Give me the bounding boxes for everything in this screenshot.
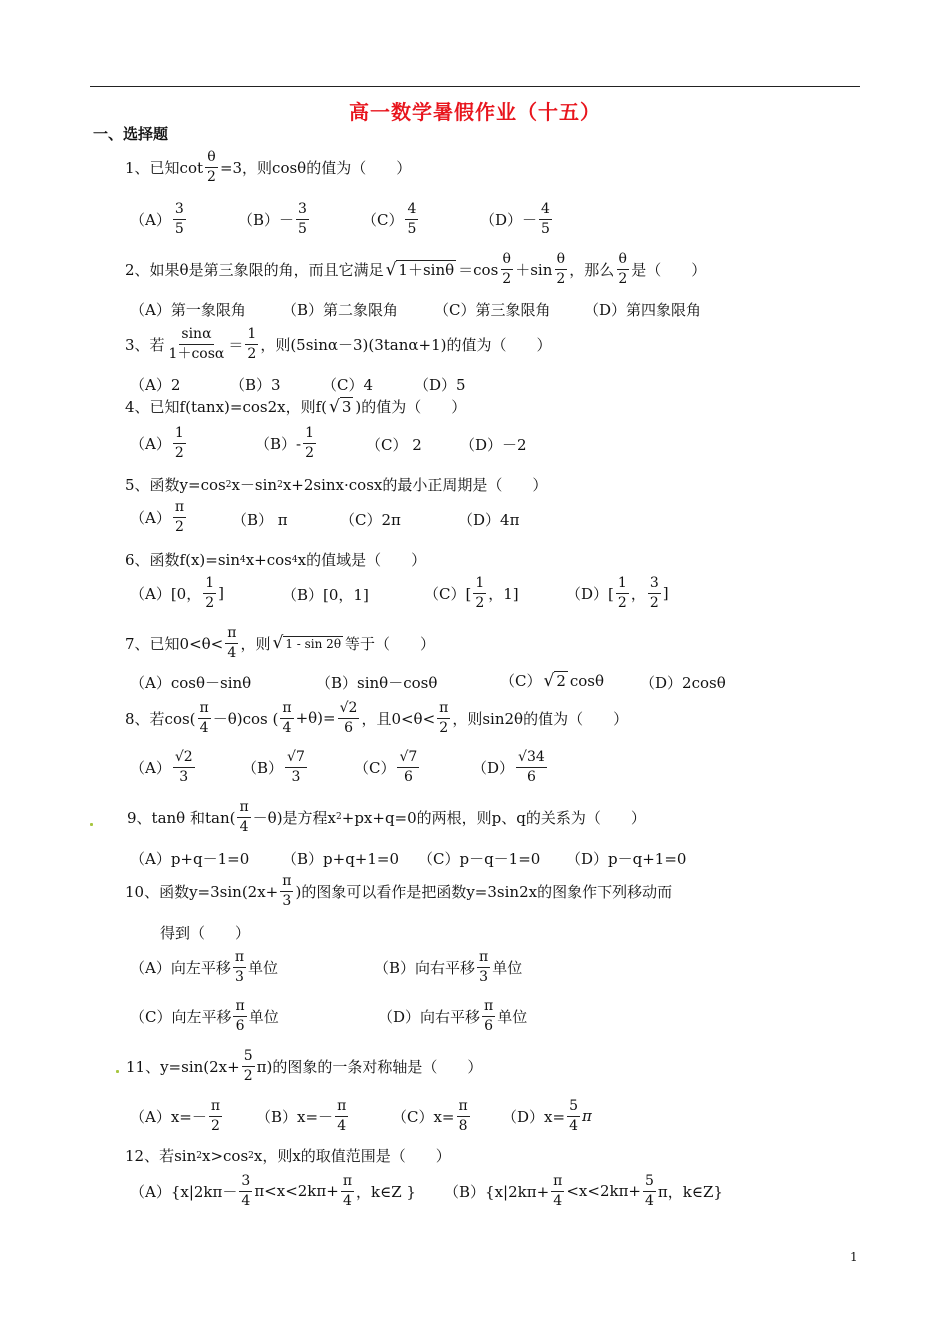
question-8: 8、若cos( $\frac{\pi}{4}$ －θ)cos ( $\frac{\pi}{4}$ +θ)= $\frac{√2}{6}$ ，且0<θ< $\frac{\pi}{2}$ ，则sin2θ的值为（ ） xyxy=(125,700,629,736)
q9-option-d: （D）p－q+1=0 xyxy=(566,850,687,868)
question-3: 3、若 $\frac{\sin\alpha}{1+\cos\alpha}$ ＝ $\frac{1}{2}$ ，则(5sinα－3)(3tanα+1)的值为（ ） xyxy=(125,326,552,362)
question-9: 9、tanθ 和tan( $\frac{\pi}{4}$ －θ)是方程x 2 +px+q=0的两根，则p、q的关系为（ ） xyxy=(127,799,646,835)
q11-option-b: （B）x=－ $\frac{\pi}{4}$ xyxy=(256,1098,347,1134)
q2-option-d: （D）第四象限角 xyxy=(584,301,702,319)
q10-option-c: （C）向左平移 $\frac{\pi}{6}$ 单位 xyxy=(130,998,279,1034)
q9-option-a: （A）p+q－1=0 xyxy=(130,850,250,868)
q8-option-a: （A） $\frac{√2}{3}$ xyxy=(130,749,193,785)
q10-option-d: （D）向右平移 $\frac{\pi}{6}$ 单位 xyxy=(378,998,528,1034)
question-7: 7、已知0<θ< $\frac{\pi}{4}$ ，则 √ 1 - sin 2θ 等于（ ） xyxy=(125,625,436,661)
q6-option-c: （C）[ $\frac{1}{2}$ ，1] xyxy=(424,575,519,611)
q3-option-a: （A）2 xyxy=(130,376,181,394)
q8-option-b: （B） $\frac{√7}{3}$ xyxy=(242,749,305,785)
q7-option-b: （B）sinθ－cosθ xyxy=(316,674,438,692)
q4-option-a: （A） $\frac{1}{2}$ xyxy=(130,425,184,461)
q6-option-b: （B）[0，1] xyxy=(282,586,369,604)
q1-option-d: （D）－ $\frac{4}{5}$ xyxy=(480,201,550,237)
q8-option-c: （C） $\frac{√7}{6}$ xyxy=(354,749,418,785)
q10-option-a: （A）向左平移 $\frac{\pi}{3}$ 单位 xyxy=(130,949,279,985)
q8-option-d: （D） $\frac{√34}{6}$ xyxy=(472,749,545,785)
page-title: 高一数学暑假作业（十五） xyxy=(349,100,601,124)
question-12: 12、若sin 2 x>cos 2 x，则x的取值范围是（ ） xyxy=(125,1146,451,1165)
q7-option-c: （C） √ 2 cosθ xyxy=(500,671,605,691)
q5-option-c: （C）2π xyxy=(340,511,401,529)
q11-option-a: （A）x=－ $\frac{\pi}{2}$ xyxy=(130,1098,221,1134)
q7-option-a: （A）cosθ－sinθ xyxy=(130,674,252,692)
q10-continuation: 得到（ ） xyxy=(160,924,251,942)
q5-option-d: （D）4π xyxy=(458,511,520,529)
question-6: 6、函数f(x)=sin 4 x+cos 4 x的值域是（ ） xyxy=(125,550,427,569)
q1-option-b: （B）－ $\frac{3}{5}$ xyxy=(238,201,307,237)
section-heading: 一、选择题 xyxy=(93,125,169,143)
q10-option-b: （B）向右平移 $\frac{\pi}{3}$ 单位 xyxy=(374,949,523,985)
q9-option-c: （C）p－q－1=0 xyxy=(418,850,541,868)
q4-option-d: （D）－2 xyxy=(460,436,527,454)
q12-option-b: （B）{x|2kπ+ $\frac{\pi}{4}$ <x<2kπ+ $\frac{5}{4}$ π，k∈Z} xyxy=(444,1173,723,1209)
header-rule xyxy=(90,86,860,87)
q7-option-d: （D）2cosθ xyxy=(640,674,726,692)
q6-option-a: （A）[0， $\frac{1}{2}$ ] xyxy=(130,575,225,611)
question-10: 10、函数y=3sin(2x+ $\frac{\pi}{3}$ )的图象可以看作是把函数y=3sin2x的图象作下列移动而 xyxy=(125,873,673,909)
q11-option-d: （D）x= $\frac{5}{4}$ π xyxy=(502,1098,592,1134)
q3-option-b: （B）3 xyxy=(230,376,281,394)
q2-sqrt: √ 1＋sinθ xyxy=(385,259,455,280)
q1-text: 1、已知cot xyxy=(125,158,204,177)
q2-option-a: （A）第一象限角 xyxy=(130,301,246,319)
q6-option-d: （D）[ $\frac{1}{2}$ ， $\frac{3}{2}$ ] xyxy=(566,575,669,611)
q1-option-c: （C） $\frac{4}{5}$ xyxy=(362,201,417,237)
margin-mark xyxy=(90,823,93,826)
q4-option-b: （B）- $\frac{1}{2}$ xyxy=(255,425,315,461)
question-5: 5、函数y=cos 2 x－sin 2 x+2sinx·cosx的最小正周期是（ ） xyxy=(125,476,548,494)
q3-option-d: （D）5 xyxy=(414,376,466,394)
q4-option-c: （C） 2 xyxy=(366,436,422,454)
q3-option-c: （C）4 xyxy=(322,376,374,394)
q1-fraction: $\frac{\theta}{2}$ xyxy=(207,149,216,185)
q12-option-a: （A）{x|2kπ－ $\frac{3}{4}$ π<x<2kπ+ $\frac{\pi}{4}$ ，k∈Z } xyxy=(130,1173,416,1209)
page-number: 1 xyxy=(850,1250,858,1264)
q11-option-c: （C）x= $\frac{\pi}{8}$ xyxy=(392,1098,468,1134)
q2-option-c: （C）第三象限角 xyxy=(434,301,551,319)
q5-option-a: （A） $\frac{\pi}{2}$ xyxy=(130,499,185,535)
question-4: 4、已知f(tanx)=cos2x，则f( √ 3 )的值为（ ） xyxy=(125,397,467,417)
q9-option-b: （B）p+q+1=0 xyxy=(282,850,400,868)
q2-option-b: （B）第二象限角 xyxy=(282,301,399,319)
q5-option-b: （B） π xyxy=(232,511,288,529)
q1-option-a: （A） $\frac{3}{5}$ xyxy=(130,201,184,237)
margin-mark xyxy=(116,1070,119,1073)
question-2: 2、如果θ是第三象限的角，而且它满足 √ 1＋sinθ ＝cos $\frac{\theta}{2}$ ＋sin $\frac{\theta}{2}$ ，那么 $\frac{\theta}{2}$ 是（ ） xyxy=(125,251,707,287)
q1-text-end: =3，则cosθ的值为（ ） xyxy=(219,158,412,177)
question-11: 11、y=sin(2x+ $\frac{5}{2}$ π)的图象的一条对称轴是（ ） xyxy=(126,1048,483,1084)
question-1 xyxy=(125,150,411,184)
